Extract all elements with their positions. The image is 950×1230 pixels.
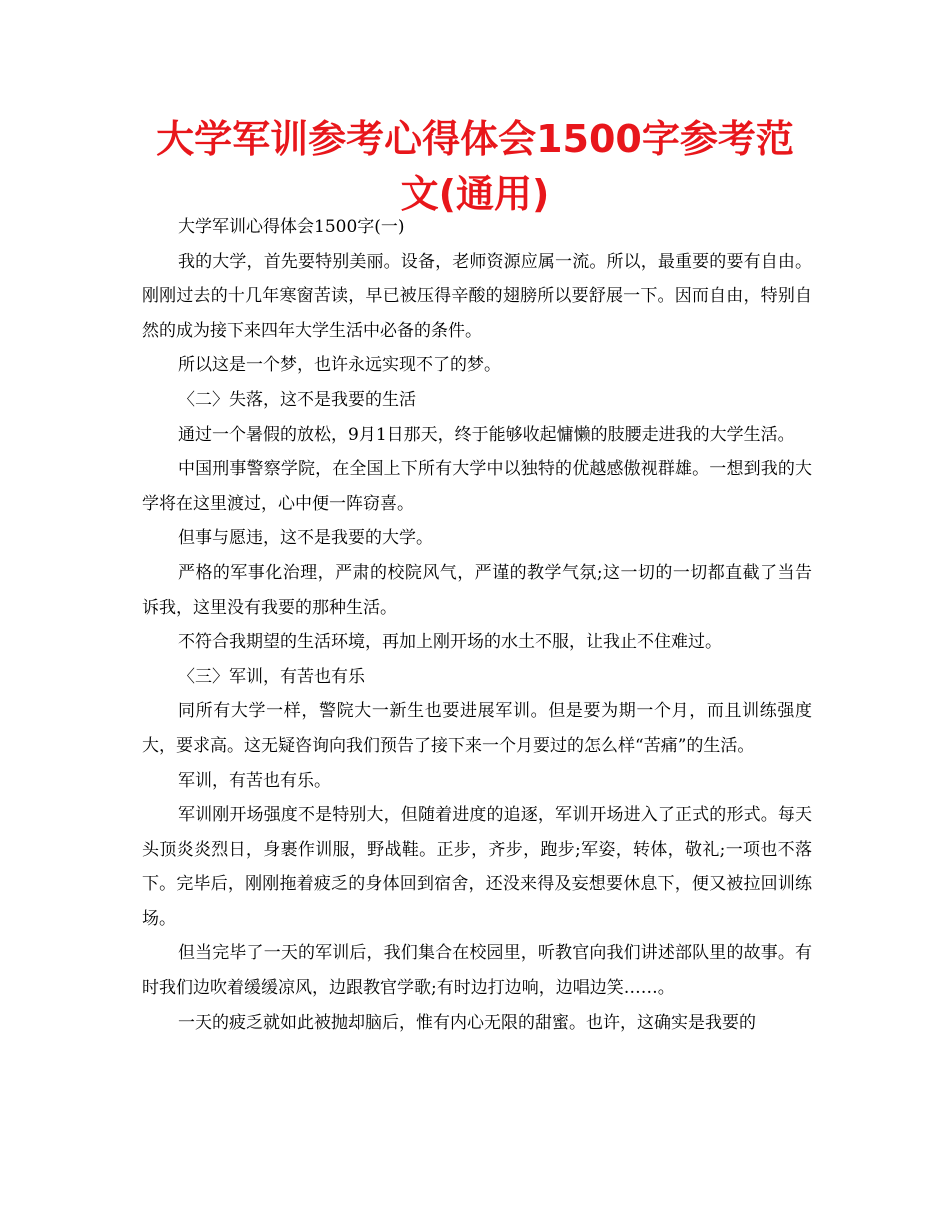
paragraph: 同所有大学一样，警院大一新生也要进展军训。但是要为期一个月，而且训练强度大，要求高。这无疑咨询向我们预告了接下来一个月要过的怎么样“苦痛”的生活。 — [142, 701, 812, 756]
paragraph: 军训，有苦也有乐。 — [178, 770, 331, 791]
paragraph: 一天的疲乏就如此被抛却脑后，惟有内心无限的甜蜜。也许，这确实是我要的 — [178, 1012, 756, 1033]
paragraph-section-heading-1: 大学军训心得体会1500字(一) — [178, 217, 405, 237]
paragraph: 中国刑事警察学院，在全国上下所有大学中以独特的优越感傲视群雄。一想到我的大学将在这里渡过，心中便一阵窃喜。 — [142, 459, 812, 514]
paragraph: 但当完毕了一天的军训后，我们集合在校园里，听教官向我们讲述部队里的故事。有时我们边吹着缓缓凉风，边跟教官学歌;有时边打边响，边唱边笑……。 — [142, 943, 812, 999]
paragraph: 严格的军事化治理，严肃的校院风气，严谨的教学气氛;这一切的一切都直截了当告诉我，这里没有我要的那种生活。 — [142, 562, 812, 618]
paragraph: 但事与愿违，这不是我要的大学。 — [178, 528, 433, 549]
paragraph: 我的大学，首先要特别美丽。设备，老师资源应属一流。所以，最重要的要有自由。刚刚过去的十几年寒窗苦读，早已被压得辛酸的翅膀所以要舒展一下。因而自由，特别自然的成为接下来四年大学生活中必备的条件。 — [142, 251, 812, 341]
paragraph: 不符合我期望的生活环境，再加上刚开场的水土不服，让我止不住难过。 — [178, 632, 722, 653]
paragraph: 军训刚开场强度不是特别大，但随着进度的追逐，军训开场进入了正式的形式。每天头顶炎炎烈日，身裹作训服，野战鞋。正步，齐步，跑步;军姿，转体，敬礼;一项也不落下。完毕后，刚刚拖着疲乏的身体回到宿舍，还没来得及妄想要休息下，便又被拉回训练场。 — [142, 805, 812, 929]
paragraph: 通过一个暑假的放松，9月1日那天，终于能够收起慵懒的肢腰走进我的大学生活。 — [178, 424, 795, 445]
document-title: 大学军训参考心得体会1500字参考范文(通用) — [156, 117, 794, 216]
paragraph-section-heading-3: 〈三〉军训，有苦也有乐 — [178, 666, 365, 687]
document-body — [142, 210, 812, 1040]
paragraph-section-heading-2: 〈二〉失落，这不是我要的生活 — [178, 389, 416, 410]
paragraph: 所以这是一个梦，也许永远实现不了的梦。 — [178, 355, 501, 376]
